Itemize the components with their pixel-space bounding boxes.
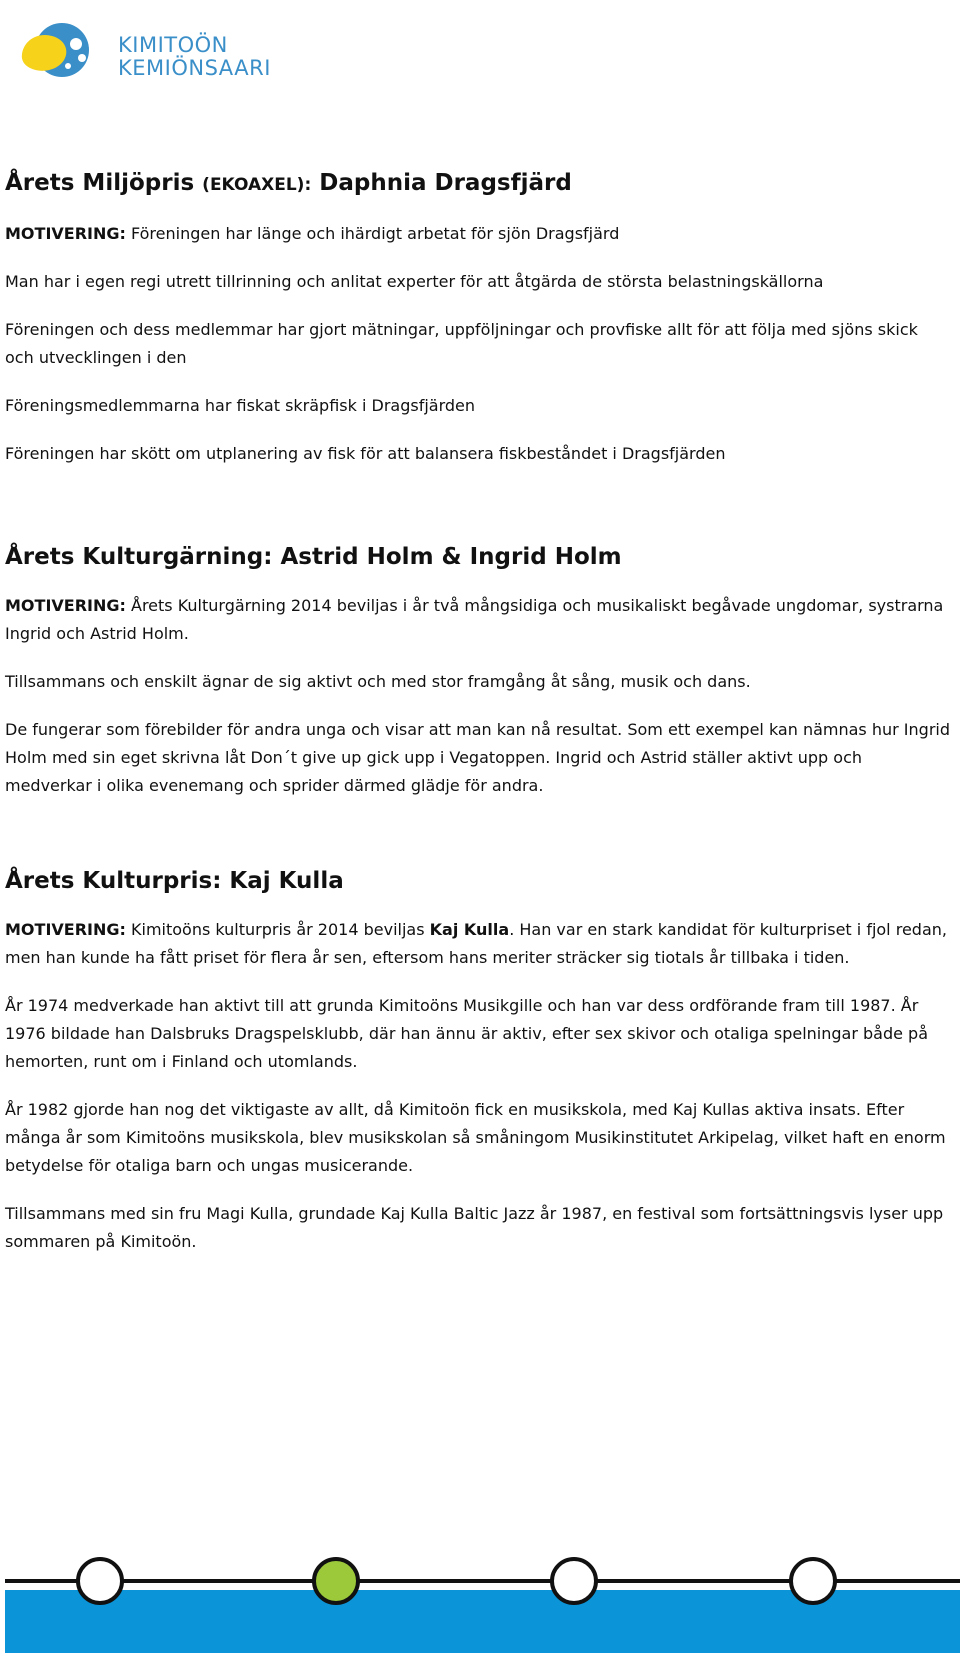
logo-wordmark [118, 34, 271, 80]
paragraph-text: Årets Kulturgärning 2014 beviljas i år två mångsidiga och musikaliskt begåvade ungdomar, systrarna Ingrid och Astrid Holm. [5, 596, 944, 643]
section-title: Årets Kulturgärning: Astrid Holm & Ingrid Holm [5, 544, 622, 570]
paragraph: Föreningen och dess medlemmar har gjort mätningar, uppföljningar och provfiske allt för att följa med sjöns skick och utvecklingen i den [5, 320, 918, 367]
paragraph: Man har i egen regi utrett tillrinning och anlitat experter för att åtgärda de största belastningskällorna [5, 272, 824, 291]
section-kulturpris [5, 866, 950, 1276]
footer-band [5, 1555, 960, 1653]
footer-dot [78, 1559, 122, 1603]
motivering-label: MOTIVERING: [5, 920, 126, 939]
logo-line-2: KEMIÖNSAARI [118, 56, 271, 80]
paragraph: År 1982 gjorde han nog det viktigaste av allt, då Kimitoön fick en musikskola, med Kaj Kullas aktiva insats. Efter många år som Kimitoöns musikskola, blev musikskolan så småningom Musikinstitutet Arkipelag, vilket haft en enorm betydelse för otaliga barn och ungas musicerande. [5, 1100, 946, 1175]
paragraph [5, 592, 950, 648]
section-title [5, 168, 950, 200]
footer-graphic [5, 1555, 960, 1653]
paragraph-text: Föreningen har länge och ihärdigt arbetat för sjön Dragsfjärd [131, 224, 620, 243]
title-small: (EKOAXEL): [202, 175, 312, 195]
paragraph [5, 220, 950, 248]
paragraph-text: . Han var en stark kandidat för kulturpriset i fjol redan, men han kunde ha fått priset för flera år sen, eftersom hans meriter sträcker sig tiotals år tillbaka i tiden. [5, 920, 947, 967]
footer-dot-active [314, 1559, 358, 1603]
kimitoon-logo [18, 14, 278, 78]
section-miljopris [5, 168, 950, 488]
paragraph: Föreningen har skött om utplanering av fisk för att balansera fiskbeståndet i Dragsfjärden [5, 444, 726, 463]
footer-dot [552, 1559, 596, 1603]
paragraph: Tillsammans med sin fru Magi Kulla, grundade Kaj Kulla Baltic Jazz år 1987, en festival som fortsättningsvis lyser upp sommaren på Kimitoön. [5, 1204, 944, 1251]
paragraph: De fungerar som förebilder för andra unga och visar att man kan nå resultat. Som ett exempel kan nämnas hur Ingrid Holm med sin eget skrivna låt Don´t give up gick upp i Vegatoppen. Ingrid och Astrid ställer aktivt upp och medverkar i olika evenemang och sprider därmed glädje för andra. [5, 720, 950, 795]
paragraph: Tillsammans och enskilt ägnar de sig aktivt och med stor framgång åt sång, musik och dans. [5, 672, 751, 691]
paragraph: År 1974 medverkade han aktivt till att grunda Kimitoöns Musikgille och han var dess ordförande fram till 1987. År 1976 bildade han Dalsbruks Dragspelsklubb, där han ännu är aktiv, efter sex skivor och otaliga spelningar både på hemorten, runt om i Finland och utomlands. [5, 996, 929, 1071]
paragraph: Föreningsmedlemmarna har fiskat skräpfisk i Dragsfjärden [5, 396, 476, 415]
logo-line-1: KIMITOÖN [118, 33, 228, 57]
title-prefix: Årets Miljöpris [5, 170, 195, 196]
paragraph [5, 916, 950, 972]
laureate-name: Kaj Kulla [429, 920, 510, 939]
motivering-label: MOTIVERING: [5, 224, 126, 243]
logo-mark-icon [18, 14, 108, 78]
title-name: Daphnia Dragsfjärd [319, 170, 572, 196]
paragraph-text: Kimitoöns kulturpris år 2014 beviljas [131, 920, 425, 939]
section-title: Årets Kulturpris: Kaj Kulla [5, 868, 344, 894]
footer-dot [791, 1559, 835, 1603]
motivering-label: MOTIVERING: [5, 596, 126, 615]
section-kulturgarning [5, 542, 950, 820]
